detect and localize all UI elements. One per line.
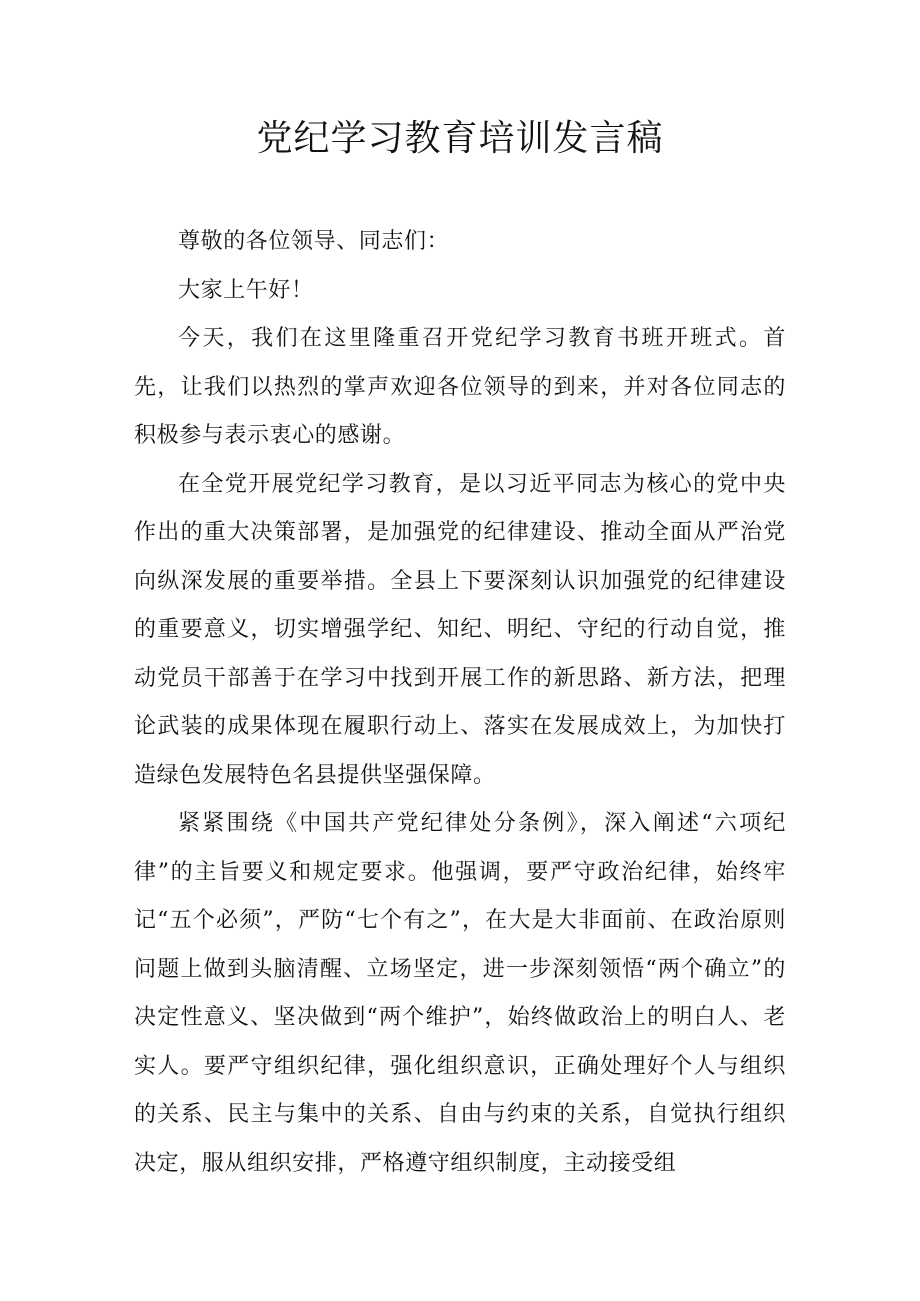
document-title: 党纪学习教育培训发言稿 xyxy=(256,118,664,159)
document-body xyxy=(134,218,786,1188)
body-paragraph: 今天，我们在这里隆重召开党纪学习教育书班开班式。首先，让我们以热烈的掌声欢迎各位领导的到来，并对各位同志的积极参与表示衷心的感谢。 xyxy=(134,326,786,448)
body-paragraph: 紧紧围绕《中国共产党纪律处分条例》，深入阐述“六项纪律”的主旨要义和规定要求。他强调，要严守政治纪律，始终牢记“五个必须”，严防“七个有之”，在大是大非面前、在政治原则问题上做到头脑清醒、立场坚定，进一步深刻领悟“两个确立”的决定性意义、坚决做到“两个维护”，始终做政治上的明白人、老实人。要严守组织纪律，强化组织意识，正确处理好个人与组织的关系、民主与集中的关系、自由与约束的关系，自觉执行组织决定，服从组织安排，严格遵守组织制度，主动接受组 xyxy=(134,811,786,1176)
body-paragraph: 在全党开展党纪学习教育，是以习近平同志为核心的党中央作出的重大决策部署，是加强党的纪律建设、推动全面从严治党向纵深发展的重要举措。全县上下要深刻认识加强党的纪律建设的重要意义，切实增强学纪、知纪、明纪、守纪的行动自觉，推动党员干部善于在学习中找到开展工作的新思路、新方法，把理论武装的成果体现在履职行动上、落实在发展成效上，为加快打造绿色发展特色名县提供坚强保障。 xyxy=(134,471,786,788)
greeting: 大家上午好！ xyxy=(178,277,314,303)
salutation: 尊敬的各位领导、同志们： xyxy=(178,229,450,254)
